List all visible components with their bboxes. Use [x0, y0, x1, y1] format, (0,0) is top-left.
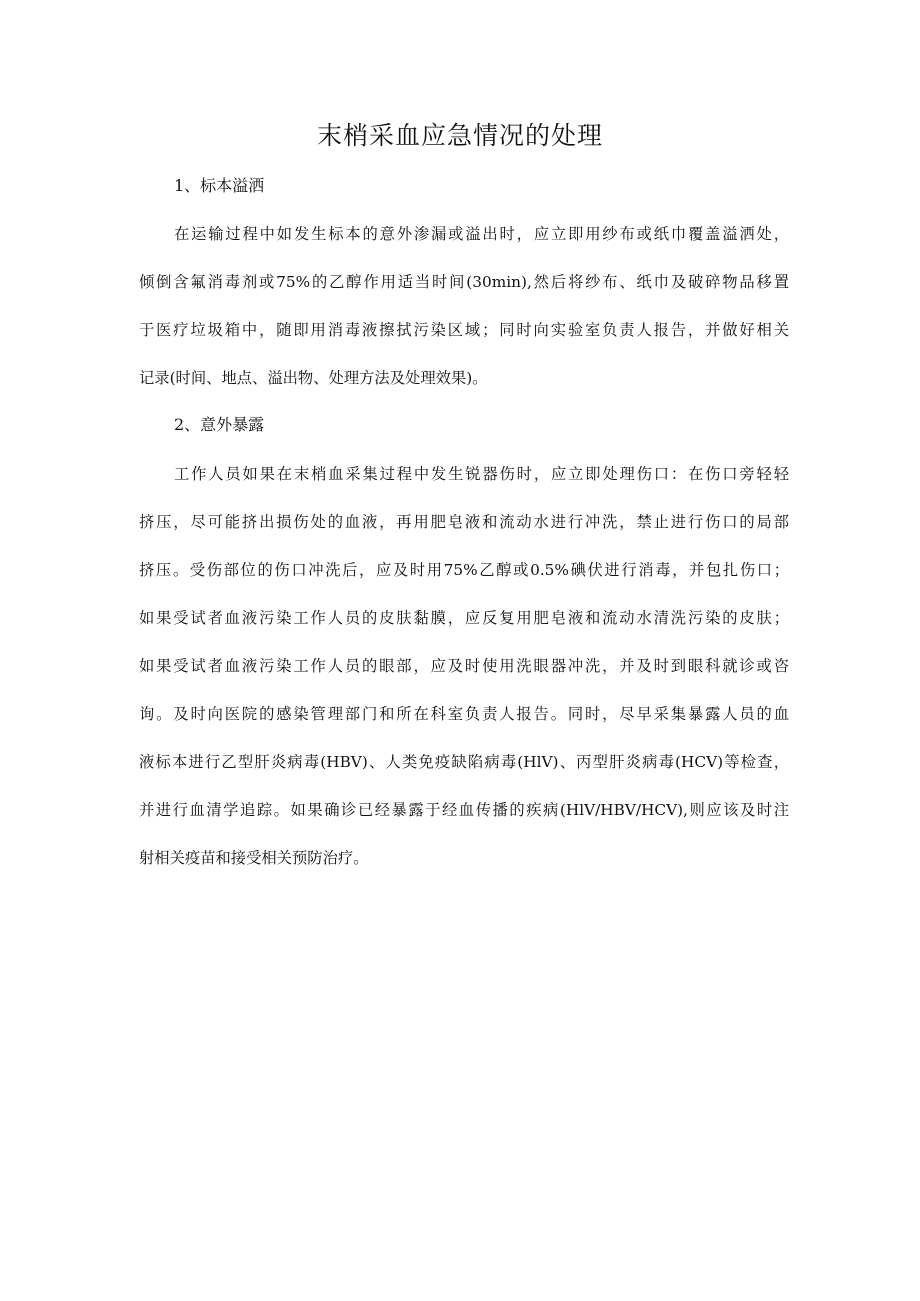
paragraph-specimen-spill: [139, 222, 789, 414]
section-heading-specimen-spill: 1、标本溢洒: [174, 176, 265, 195]
paragraph-line: 工作人员如果在末梢血采集过程中发生锐器伤时，应立即处理伤口：在伤口旁轻轻: [174, 465, 789, 483]
paragraph-line: 询。及时向医院的感染管理部门和所在科室负责人报告。同时，尽早采集暴露人员的血: [139, 705, 789, 723]
paragraph-line: 挤压，尽可能挤出损伤处的血液，再用肥皂液和流动水进行冲洗，禁止进行伤口的局部: [139, 513, 789, 531]
paragraph-line: 如果受试者血液污染工作人员的皮肤黏膜，应反复用肥皂液和流动水清洗污染的皮肤；: [139, 609, 789, 627]
paragraph-line: 挤压。受伤部位的伤口冲洗后，应及时用75%乙醇或0.5%碘伏进行消毒，并包扎伤口；: [139, 561, 789, 579]
paragraph-line: 射相关疫苗和接受相关预防治疗。: [139, 849, 369, 867]
paragraph-line: 如果受试者血液污染工作人员的眼部，应及时使用洗眼器冲洗，并及时到眼科就诊或咨: [139, 657, 789, 675]
paragraph-accidental-exposure: [139, 462, 789, 894]
paragraph-line: 在运输过程中如发生标本的意外渗漏或溢出时，应立即用纱布或纸巾覆盖溢洒处，: [174, 225, 789, 243]
section-heading-accidental-exposure: 2、意外暴露: [174, 415, 265, 434]
paragraph-line: 倾倒含氟消毒剂或75%的乙醇作用适当时间(30min),然后将纱布、纸巾及破碎物品移置: [139, 273, 789, 291]
paragraph-line: 记录(时间、地点、溢出物、处理方法及处理效果)。: [139, 369, 488, 387]
document-title: 末梢采血应急情况的处理: [316, 121, 603, 150]
paragraph-line: 液标本进行乙型肝炎病毒(HBV)、人类免疫缺陷病毒(HlV)、丙型肝炎病毒(HCV)等检查，: [139, 753, 789, 771]
paragraph-line: 于医疗垃圾箱中，随即用消毒液擦拭污染区域；同时向实验室负责人报告，并做好相关: [139, 321, 789, 339]
paragraph-line: 并进行血清学追踪。如果确诊已经暴露于经血传播的疾病(HlV/HBV/HCV),则应该及时注: [139, 801, 789, 819]
